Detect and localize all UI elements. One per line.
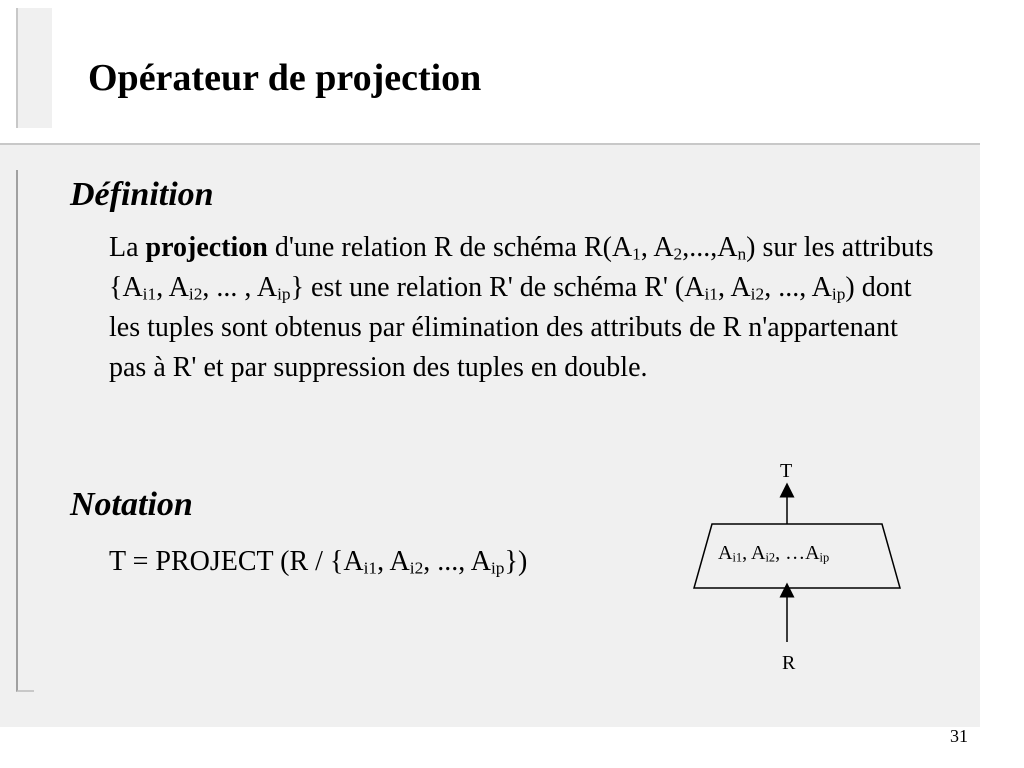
input-relation-label: R [782, 652, 796, 674]
output-relation-label: T [780, 460, 793, 482]
title-accent-bar [16, 8, 52, 128]
projection-formula: T = PROJECT ($R / \{A_{i1}$, $A_{i2}$, ..., $A_{ip}$}) [109, 546, 528, 578]
content-accent-rule [16, 170, 34, 692]
projected-attributes-label: $A_{i1}$, $A_{i2}$, $\dots A_{ip}$ [718, 542, 830, 565]
definition-paragraph: La projection d'une relation R de schéma $R(A_1$, $A_2,...,A_n$) sur les attributs {$A_{i1}$, $A_{i2}$, ... , $A_{ip}$} est une relation R' de schéma R' ($A_{i1}$, $A_{i2}$, ..., $A_{ip}$) dont les tuples sont obtenus par élimination des attributs de R n'appartenant pas à R' et par suppression des tuples en double. [109, 232, 934, 383]
slide-title: Opérateur de projection [88, 57, 482, 99]
diagram-shapes [680, 458, 920, 688]
page-number: 31 [950, 726, 968, 746]
definition-heading: Définition [70, 176, 214, 213]
notation-heading: Notation [70, 486, 193, 523]
projection-diagram [680, 458, 920, 688]
projection-term: projection [145, 232, 268, 263]
